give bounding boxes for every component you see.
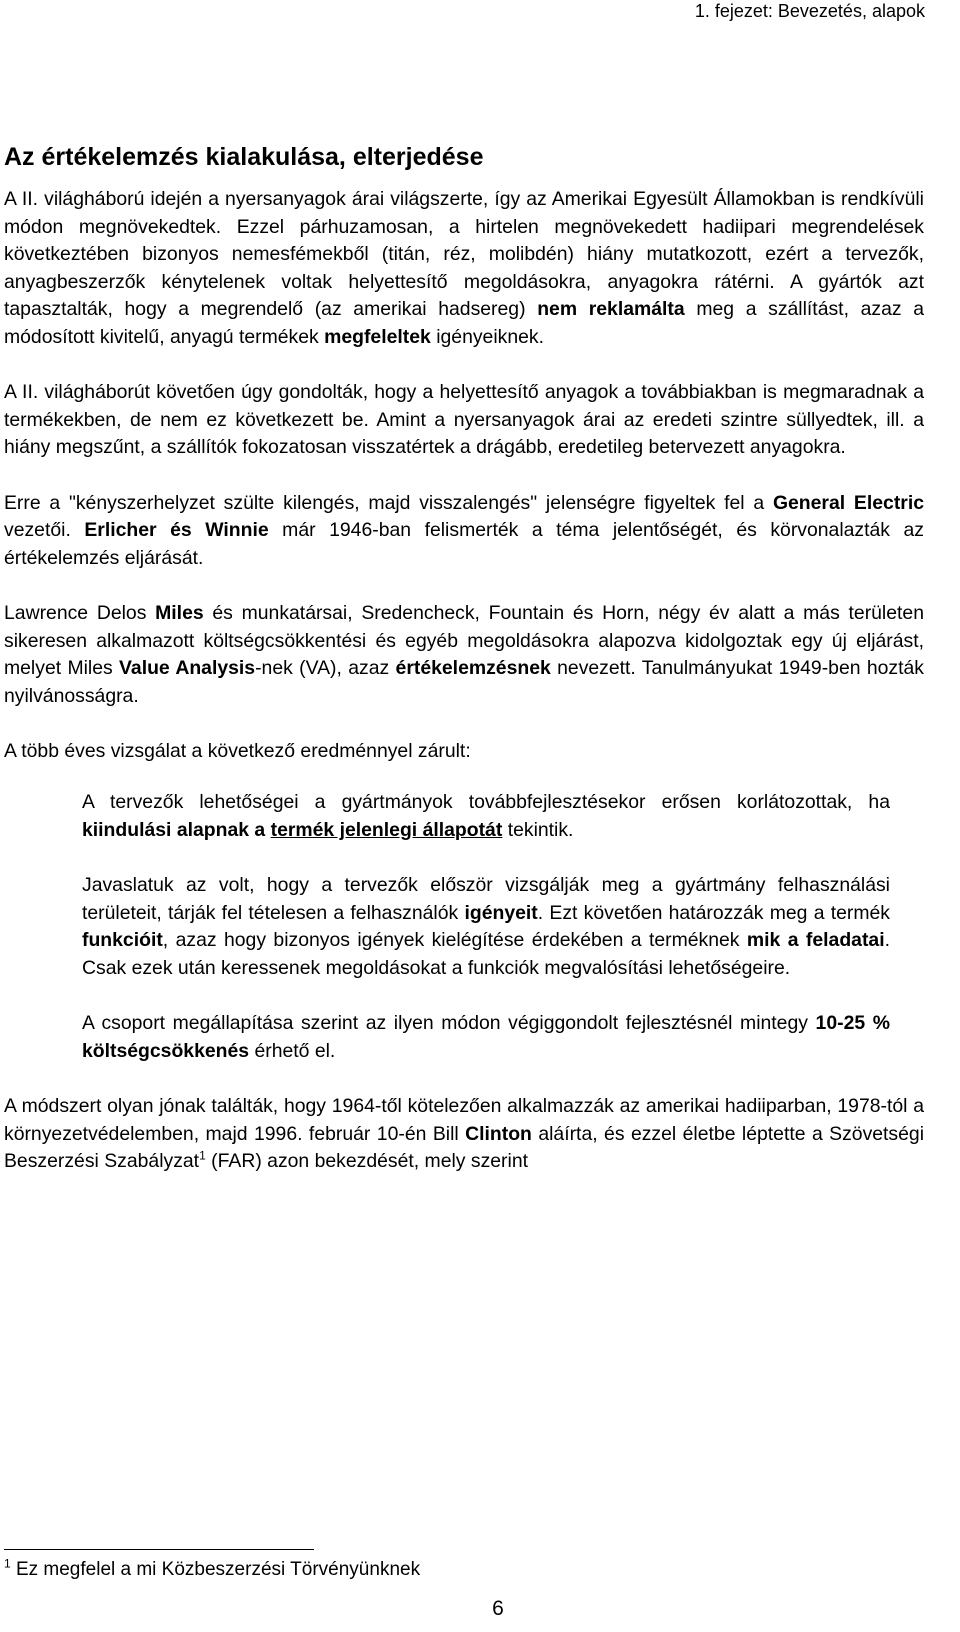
bold-run: nem reklamálta — [537, 298, 685, 321]
footnote-reference[interactable]: 1 — [199, 1148, 206, 1163]
bold-run: General Electric — [772, 491, 924, 514]
paragraph-postwar: A II. világháborút követően úgy gondolták, hogy a helyettesítő anyagok a továbbiakban is megmaradnak a termékekben, de nem ez következett be. Amint a nyersanyagok árai az eredeti szintre süllyedtek, ill. a hiány megszűnt, a szállítók fokozatosan visszatértek a drágább, eredetileg betervezett anyagokra. — [4, 381, 924, 459]
text-run: érhető el. — [249, 1039, 336, 1062]
text-run: és munkatársai, Sredencheck, Fountain és Horn, négy év alatt a más területen sikeresen alkalmazott költségcsökkentési és egyéb megoldásokra alapozva kidolgoztak egy új eljárást, melyet Miles — [4, 601, 924, 680]
bold-run: értékelemzésnek — [395, 657, 551, 680]
text-run: . Ezt követően határozzák meg a termék — [537, 901, 890, 924]
bold-run: megfeleltek — [324, 325, 431, 348]
text-run: meg a szállítást, azaz a módosított kivitelű, anyagú termékek — [4, 298, 924, 348]
bold-run: kiindulási alapnak a — [82, 819, 271, 842]
text-run: -nek (VA), azaz — [255, 657, 396, 680]
bold-run: Value Analysis — [119, 657, 256, 680]
footnote — [4, 1558, 420, 1582]
indented-paragraph-proposal — [82, 872, 890, 982]
text-run: már 1946-ban felismerték a téma jelentőségét, és körvonalazták az értékelemzés eljárását. — [4, 519, 925, 569]
paragraph-general-electric — [4, 490, 924, 573]
bold-run: mik a feladatai — [746, 929, 885, 952]
bold-run: Erlicher és Winnie — [84, 519, 269, 542]
paragraph-ww2-materials — [4, 186, 924, 352]
document-body — [4, 186, 924, 1203]
text-run: A tervezők lehetőségei a gyártmányok továbbfejlesztésekor erősen korlátozottak, ha — [82, 791, 890, 814]
footnote-mark: 1 — [4, 1556, 11, 1571]
bold-run: Clinton — [465, 1122, 532, 1145]
bold-run: 10-25 % költségcsökkenés — [82, 1012, 890, 1062]
text-run: Erre a "kényszerhelyzet szülte kilengés, majd visszalengés" jelenségre figyeltek fel a — [4, 491, 773, 514]
section-title: Az értékelemzés kialakulása, elterjedése — [4, 143, 484, 171]
paragraph-adoption — [4, 1093, 924, 1176]
bold-run: igényeit — [464, 901, 538, 924]
text-run: igényeiknek. — [430, 325, 544, 348]
text-run: aláírta, és ezzel életbe léptette a Szövetségi Beszerzési Szabályzat — [4, 1122, 925, 1173]
footnote-separator — [4, 1549, 314, 1550]
bold-underlined-run: termék jelenlegi állapotát — [270, 819, 503, 842]
text-run: tekintik. — [502, 819, 574, 842]
footnote-text: Ez megfelel a mi Közbeszerzési Törvényünknek — [10, 1559, 421, 1580]
text-run: Javaslatuk az volt, hogy a tervezők először vizsgálják meg a gyártmány felhasználási területeit, tárják fel tételesen a felhasználók — [82, 874, 890, 924]
running-header: 1. fejezet: Bevezetés, alapok — [694, 1, 925, 21]
paragraph-miles — [4, 600, 924, 710]
bold-run: Miles — [155, 601, 204, 624]
text-run: Lawrence Delos — [4, 601, 156, 624]
paragraph-results-intro: A több éves vizsgálat a következő eredménnyel zárult: — [4, 739, 471, 762]
text-run: A II. világháború idején a nyersanyagok árai világszerte, így az Amerikai Egyesült Államokban is rendkívüli módon megnövekedtek. Ezzel párhuzamosan, a hirtelen megnövekedett hadiipari megrendelések következtében bizonyos nemesfémekből (titán, réz, molibdén) hiány mutatkozott, ezért a tervezők, anyagbeszerzők kénytelenek voltak helyettesítő megoldásokra, anyagokra rátérni. A gyártók azt tapasztalták, hogy a megrendelő (az amerikai hadsereg) — [4, 188, 924, 321]
text-run: nevezett. Tanulmányukat 1949-ben hozták nyilvánosságra. — [4, 657, 924, 707]
text-run: A módszert olyan jónak találták, hogy 1964-től kötelezően alkalmazzák az amerikai hadiiparban, 1978-tól a környezetvédelemben, majd 1996. február 10-én Bill — [4, 1095, 924, 1145]
indented-paragraph-savings — [82, 1010, 890, 1065]
text-run: (FAR) azon bekezdését, mely szerint — [205, 1150, 528, 1173]
indented-paragraph-limits — [82, 789, 890, 844]
text-run: . Csak ezek után keressenek megoldásokat a funkciók megvalósítási lehetőségeire. — [82, 929, 890, 980]
bold-run: funkcióit — [82, 929, 163, 952]
text-run: A csoport megállapítása szerint az ilyen módon végiggondolt fejlesztésnél mintegy — [82, 1012, 816, 1035]
text-run: vezetői. — [4, 519, 85, 542]
text-run: , azaz hogy bizonyos igények kielégítése érdekében a terméknek — [162, 929, 747, 952]
page-number: 6 — [492, 1597, 504, 1620]
